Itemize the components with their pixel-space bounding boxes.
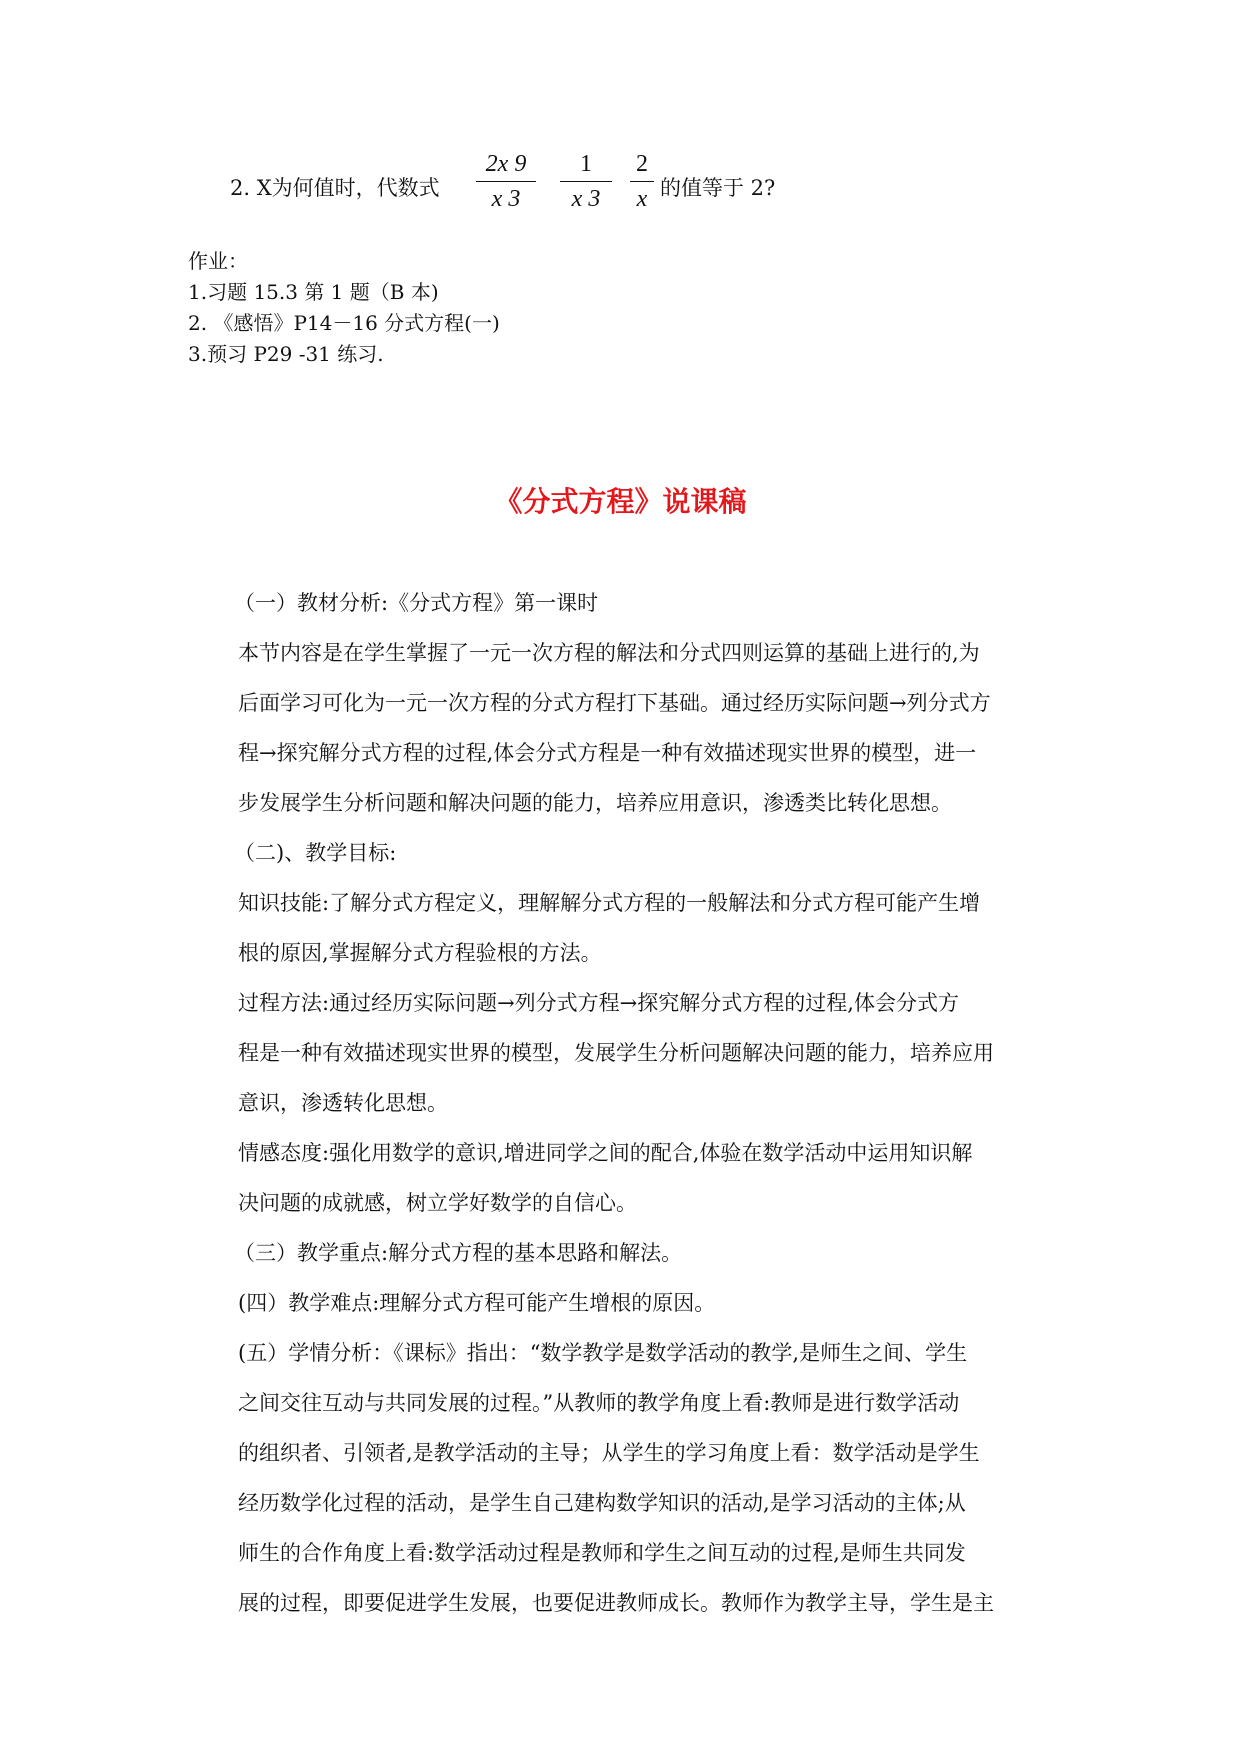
homework-section (188, 246, 500, 370)
fraction-bar (476, 181, 536, 182)
fraction-3-denominator: x (636, 186, 648, 212)
question-prefix: 2. X为何值时，代数式 (230, 176, 440, 200)
homework-item: 3.预习 P29 -31 练习. (188, 342, 384, 366)
lecture-body (234, 588, 1048, 1638)
body-line: 情感态度:强化用数学的意识,增进同学之间的配合,体验在数学活动中运用知识解 (238, 1141, 973, 1165)
body-line: 展的过程，即要促进学生发展，也要促进教师成长。教师作为教学主导，学生是主 (238, 1591, 994, 1615)
homework-item: 2. 《感悟》P14－16 分式方程(一) (188, 311, 500, 335)
homework-heading: 作业： (188, 249, 248, 273)
fraction-3 (630, 148, 654, 215)
fraction-1-denominator: x 3 (491, 186, 521, 212)
body-line: 师生的合作角度上看:数学活动过程是教师和学生之间互动的过程,是师生共同发 (238, 1541, 966, 1565)
section-heading: （三）教学重点:解分式方程的基本思路和解法。 (234, 1241, 683, 1265)
fraction-2 (560, 148, 612, 215)
body-line: 根的原因,掌握解分式方程验根的方法。 (238, 941, 602, 965)
body-line: 之间交往互动与共同发展的过程。”从教师的教学角度上看:教师是进行数学活动 (238, 1391, 960, 1415)
body-line: 决问题的成就感，树立学好数学的自信心。 (238, 1191, 637, 1215)
fraction-2-denominator: x 3 (571, 186, 601, 212)
fraction-bar (630, 181, 654, 182)
fraction-1-numerator: 2x 9 (485, 151, 527, 177)
body-line: 知识技能:了解分式方程定义，理解解分式方程的一般解法和分式方程可能产生增 (238, 891, 981, 915)
question-suffix: 的值等于 2? (660, 176, 776, 200)
section-heading: (五）学情分析：《课标》指出：“数学教学是数学活动的教学,是师生之间、学生 (238, 1341, 968, 1365)
section-heading: （一）教材分析:《分式方程》第一课时 (234, 591, 599, 615)
fraction-3-numerator: 2 (636, 151, 648, 177)
fraction-2-numerator: 1 (580, 151, 592, 177)
body-line: 经历数学化过程的活动，是学生自己建构数学知识的活动,是学习活动的主体;从 (238, 1491, 966, 1515)
body-line: 步发展学生分析问题和解决问题的能力，培养应用意识，渗透类比转化思想。 (238, 791, 952, 815)
body-line: 的组织者、引领者,是教学活动的主导；从学生的学习角度上看：数学活动是学生 (238, 1441, 980, 1465)
section-heading: （二)、教学目标: (234, 841, 397, 865)
body-line: 过程方法:通过经历实际问题→列分式方程→探究解分式方程的过程,体会分式方 (238, 991, 959, 1015)
body-line: 后面学习可化为一元一次方程的分式方程打下基础。通过经历实际问题→列分式方 (238, 691, 991, 715)
document-title: 《分式方程》说课稿 (494, 485, 747, 518)
body-line: 意识，渗透转化思想。 (238, 1091, 448, 1115)
homework-item: 1.习题 15.3 第 1 题（B 本) (188, 280, 439, 304)
fraction-1 (476, 148, 536, 215)
body-line: 程是一种有效描述现实世界的模型，发展学生分析问题解决问题的能力，培养应用 (238, 1041, 994, 1065)
body-line: 本节内容是在学生掌握了一元一次方程的解法和分式四则运算的基础上进行的,为 (238, 641, 980, 665)
body-line: 程→探究解分式方程的过程,体会分式方程是一种有效描述现实世界的模型，进一 (238, 741, 977, 765)
section-heading: (四）教学难点:理解分式方程可能产生增根的原因。 (238, 1291, 716, 1315)
fraction-bar (560, 181, 612, 182)
